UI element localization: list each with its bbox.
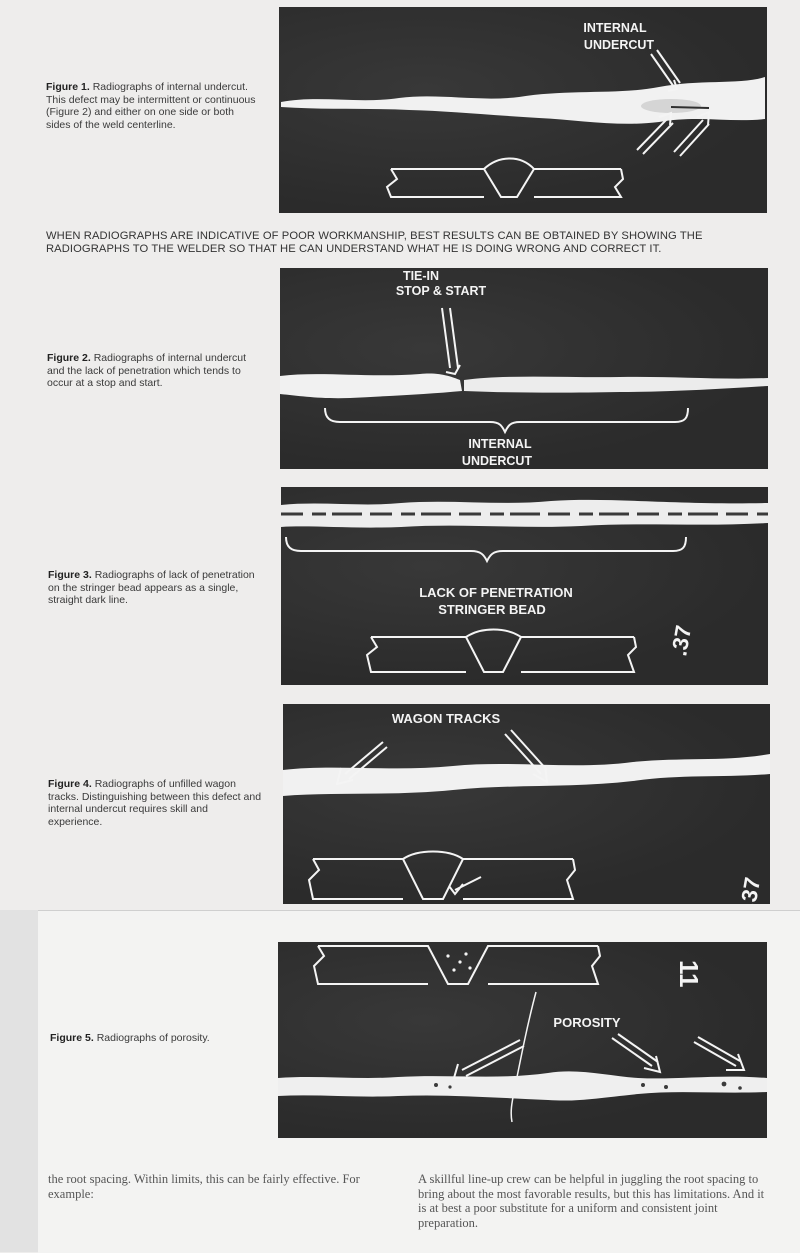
bracket — [325, 408, 688, 432]
figure-2-radiograph — [280, 268, 768, 469]
arrow-icon — [454, 1034, 744, 1078]
figure-1-annotation-line1: INTERNAL — [583, 21, 647, 35]
body-left-column: the root spacing. Within limits, this can be fairly effective. For example: — [48, 1172, 360, 1201]
weld-joint-diagram — [367, 630, 636, 673]
figure-5-annotation: POROSITY — [553, 1015, 621, 1030]
weld-bead — [278, 1071, 767, 1100]
figure-1-label: Figure 1. — [46, 81, 90, 93]
figure-2-annotation-line1: TIE-IN — [402, 269, 440, 283]
figure-2-annotation-line2: STOP & START — [395, 284, 487, 298]
figure-5-caption — [50, 1032, 260, 1045]
weld-joint-diagram — [314, 946, 600, 984]
figure-3-caption — [48, 569, 260, 607]
figure-3-annotation-line2: STRINGER BEAD — [438, 602, 546, 617]
figure-5-radiograph — [278, 942, 767, 1138]
figure-4-caption — [48, 778, 262, 828]
bracket — [286, 537, 686, 561]
film-number: 11 — [674, 960, 704, 988]
figure-2-label: Figure 2. — [47, 352, 91, 364]
weld-bead — [281, 77, 765, 124]
weld-bead — [280, 374, 462, 399]
body-right-column: A skillful line-up crew can be helpful in juggling the root spacing to bring about the most favorable results, but this has limitations. And it is at best a poor substitute for a uniform and consistent joint preparation. — [418, 1172, 765, 1230]
figure-5-label: Figure 5. — [50, 1032, 94, 1044]
figure-4-text: Radiographs of unfilled wagon tracks. Distinguishing between this defect and internal undercut requires skill and experience. — [48, 778, 262, 828]
figure-4-annotation: WAGON TRACKS — [391, 711, 501, 726]
page-edge-shadow — [0, 910, 38, 1252]
figure-3-label: Figure 3. — [48, 569, 92, 581]
figure-3-radiograph — [281, 487, 768, 685]
figure-2-caption — [47, 352, 261, 390]
figure-2-text: Radiographs of internal undercut and the lack of penetration which tends to occur at a stop and start. — [47, 352, 247, 389]
weld-bead — [283, 754, 770, 796]
figure-1-text: Radiographs of internal undercut. This defect may be intermittent or continuous (Figure 2) and either on one side or both sides of the weld centerline. — [46, 81, 256, 131]
weld-joint-diagram — [309, 852, 575, 900]
figure-3-text: Radiographs of lack of penetration on the stringer bead appears as a single, straight dark line. — [48, 569, 255, 606]
figure-4-label: Figure 4. — [48, 778, 92, 790]
figure-1-annotation-line2: UNDERCUT — [583, 38, 655, 52]
figure-3-annotation-line1: LACK OF PENETRATION — [419, 585, 573, 600]
figure-2-annotation-line3: INTERNAL — [468, 437, 532, 451]
figure-1-radiograph — [279, 7, 767, 213]
arrow-icon — [442, 308, 460, 374]
figure-5-text: Radiographs of porosity. — [96, 1032, 210, 1044]
figure-1-caption — [46, 81, 261, 131]
film-number: .37 — [735, 875, 766, 904]
figure-4-radiograph — [283, 704, 770, 904]
figure-2-annotation-line4: UNDERCUT — [461, 454, 533, 468]
weld-joint-diagram — [387, 159, 623, 198]
porosity-dots — [446, 952, 471, 971]
film-number: .37 — [666, 623, 697, 658]
banner-text: WHEN RADIOGRAPHS ARE INDICATIVE OF POOR WORKMANSHIP, BEST RESULTS CAN BE OBTAINED BY SHOWING THE RADIOGRAPHS TO THE WELDER SO THAT HE CAN UNDERSTAND WHAT HE IS DOING WRONG AND CORRECT IT. — [46, 230, 703, 255]
